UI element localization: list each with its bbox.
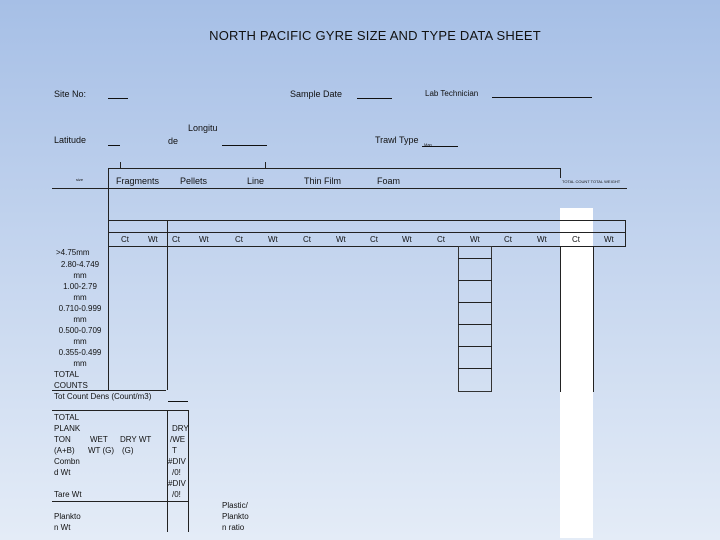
foam-ct-column (458, 246, 492, 392)
tot-count-dens-field[interactable] (168, 401, 188, 402)
size-row-label: 1.00-2.79 (63, 282, 97, 291)
dry-wet-label: DRY (172, 424, 189, 433)
tot-count-dens-label: Tot Count Dens (Count/m3) (54, 392, 152, 401)
lab-technician-label: Lab Technician (425, 89, 479, 98)
sample-date-field[interactable] (357, 98, 392, 99)
sub-ct: Ct (370, 235, 378, 244)
size-header: size (76, 177, 84, 182)
total-header: TOTAL COUNT TOTAL WEIGHT (562, 179, 621, 184)
lab-technician-field[interactable] (492, 97, 592, 98)
total-counts-label: COUNTS (54, 381, 88, 390)
sub-wt: Wt (470, 235, 480, 244)
div-error-value: #DIV (168, 479, 186, 488)
plastic-plankton-ratio-label: Plastic/ (222, 501, 248, 510)
plankton-wt-label: Plankto (54, 512, 81, 521)
wet-wt-label: WET (90, 435, 108, 444)
dry-wet-label: T (172, 446, 177, 455)
sub-ct: Ct (504, 235, 512, 244)
sub-ct: Ct (172, 235, 180, 244)
sub-ct: Ct (572, 235, 580, 244)
size-row-label: 0.500-0.709 (58, 326, 102, 335)
sub-ct: Ct (121, 235, 129, 244)
sample-date-label: Sample Date (290, 89, 343, 99)
size-row-label: 0.355-0.499 (58, 348, 102, 357)
sub-ct: Ct (303, 235, 311, 244)
combined-wt-label: d Wt (54, 468, 71, 477)
category-fragments: Fragments (116, 176, 160, 186)
dry-wet-label: /WE (170, 435, 186, 444)
total-plankton-label: PLANK (54, 424, 81, 433)
dry-wt-label: (G) (122, 446, 134, 455)
div-error-value: /0! (172, 468, 181, 477)
sub-wt: Wt (537, 235, 547, 244)
trawl-type-field[interactable] (422, 146, 458, 147)
div-error-value: /0! (172, 490, 181, 499)
combined-wt-label: Combn (54, 457, 80, 466)
sub-ct: Ct (235, 235, 243, 244)
page-title: NORTH PACIFIC GYRE SIZE AND TYPE DATA SHEET (209, 28, 541, 43)
trawl-type-note: Man (424, 142, 432, 147)
sub-wt: Wt (402, 235, 412, 244)
size-row-unit: mm (73, 337, 87, 346)
category-line: Line (247, 176, 265, 186)
category-thin-film: Thin Film (304, 176, 342, 186)
sub-ct: Ct (437, 235, 445, 244)
site-no-label: Site No: (54, 89, 87, 99)
category-pellets: Pellets (180, 176, 208, 186)
site-no-field[interactable] (108, 98, 128, 99)
total-plankton-label: (A+B) (54, 446, 75, 455)
wet-wt-label: WT (G) (88, 446, 115, 455)
latitude-field[interactable] (108, 145, 120, 146)
trawl-type-label: Trawl Type (375, 135, 419, 145)
size-row-unit: mm (73, 315, 87, 324)
sub-wt: Wt (148, 235, 158, 244)
sub-wt: Wt (336, 235, 346, 244)
size-row-unit: mm (73, 271, 87, 280)
tare-wt-label: Tare Wt (54, 490, 82, 499)
size-row-label: 2.80-4.749 (60, 260, 100, 269)
category-foam: Foam (377, 176, 401, 186)
sub-wt: Wt (199, 235, 209, 244)
size-row-label: >4.75mm (56, 248, 90, 257)
total-plankton-label: TON (54, 435, 71, 444)
size-row-label: 0.710-0.999 (58, 304, 102, 313)
total-column-highlight (560, 208, 593, 538)
size-row-unit: mm (73, 359, 87, 368)
longitude-label-2: de (168, 136, 179, 146)
total-counts-label: TOTAL (54, 370, 80, 379)
latitude-label: Latitude (54, 135, 87, 145)
dry-wt-label: DRY WT (120, 435, 152, 444)
sub-wt: Wt (604, 235, 614, 244)
sub-wt: Wt (268, 235, 278, 244)
plastic-plankton-ratio-label: n ratio (222, 523, 245, 532)
longitude-label-1: Longitu (188, 123, 218, 133)
size-row-unit: mm (73, 293, 87, 302)
plankton-wt-label: n Wt (54, 523, 71, 532)
longitude-field[interactable] (222, 145, 267, 146)
div-error-value: #DIV (168, 457, 186, 466)
total-plankton-label: TOTAL (54, 413, 80, 422)
plastic-plankton-ratio-label: Plankto (222, 512, 249, 521)
